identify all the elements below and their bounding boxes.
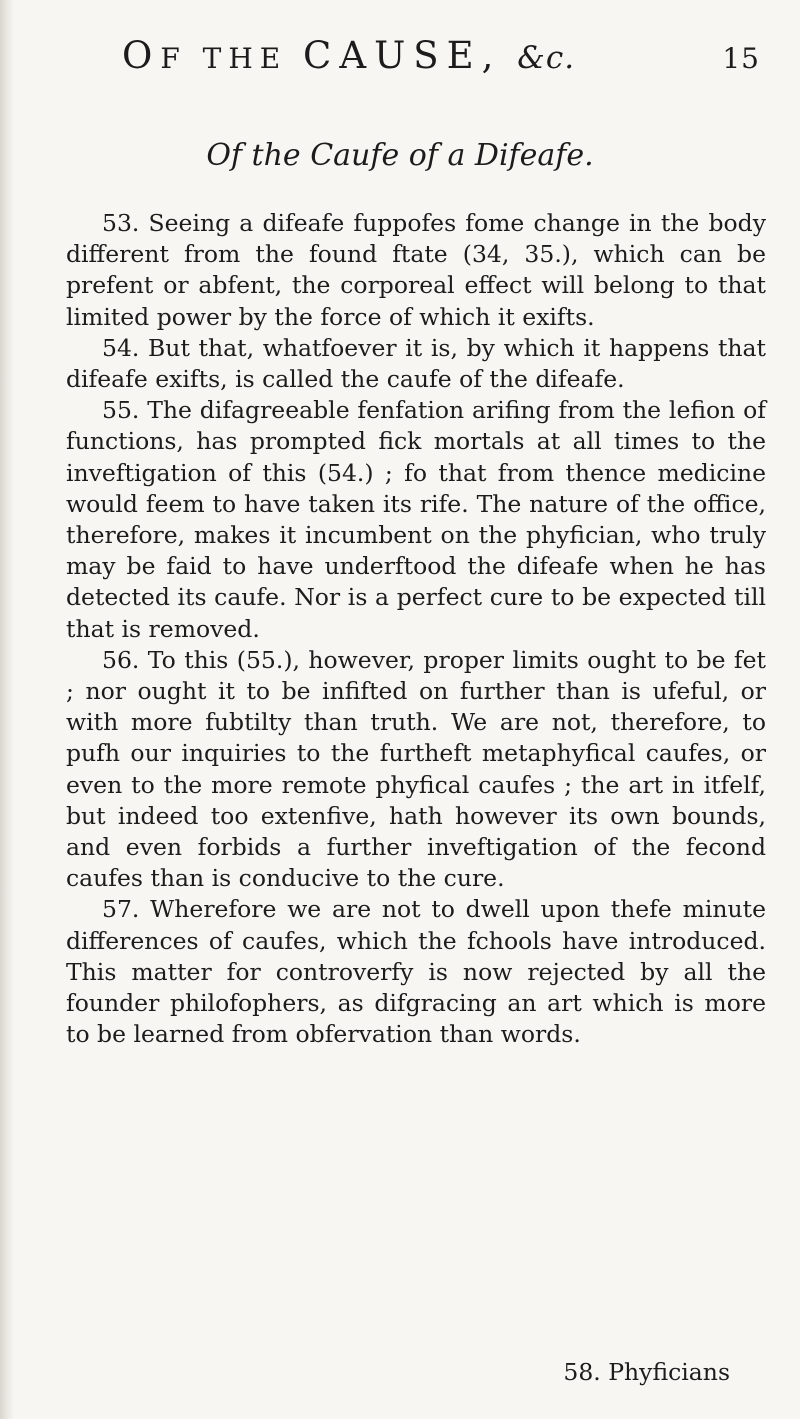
paragraph-53: 53. Seeing a difeafe fuppofes fome change in the body different from the found ftate (34, 35.), which can be prefent or abfent, the corporeal effect will belong to that limited power by the force of which it exifts. [66, 209, 766, 331]
section-title: Of the Caufe of a Difeafe. [206, 138, 594, 173]
running-head-etc: &c. [517, 40, 576, 76]
running-head-cause: CAUSE, [303, 34, 502, 77]
page-number: 15 [722, 42, 760, 75]
body-text [66, 208, 766, 1050]
running-head-of-rest: F [160, 42, 187, 75]
paragraph-55: 55. The difagreeable fenfation arifing from the lefion of functions, has prompted fick mortals at all times to the inveftigation of this (54.) ; fo that from thence medicine would feem to have taken its rife. The nature of the office, therefore, makes it incumbent on the phyfician, who truly may be faid to have underftood the difeafe when he has detected its caufe. Nor is a perfect cure to be expected till that is removed. [66, 396, 766, 643]
paragraph-56: 56. To this (55.), however, proper limits ought to be fet ; nor ought it to be infifted on further than is ufeful, or with more fubtilty than truth. We are not, therefore, to pufh our inquiries to the furtheft metaphyfical caufes, or even to the more remote phyfical caufes ; the art in itfelf, but indeed too extenfive, hath however its own bounds, and even forbids a further inveftigation of the fecond caufes than is conducive to the cure. [66, 645, 766, 893]
paragraph-57: 57. Wherefore we are not to dwell upon thefe minute differences of caufes, which the fchools have introduced. This matter for controverfy is now rejected by all the founder philofophers, as difgracing an art which is more to be learned from obfervation than words. [66, 895, 766, 1049]
running-head-the: THE [202, 42, 288, 75]
gutter-shadow [0, 0, 14, 1419]
running-head-of-initial: O [122, 34, 161, 77]
paragraph-54: 54. But that, whatfoever it is, by which it happens that difeafe exifts, is called the caufe of the difeafe. [66, 333, 766, 394]
running-head [122, 34, 762, 84]
catchword: 58. Phyficians [563, 1358, 730, 1386]
